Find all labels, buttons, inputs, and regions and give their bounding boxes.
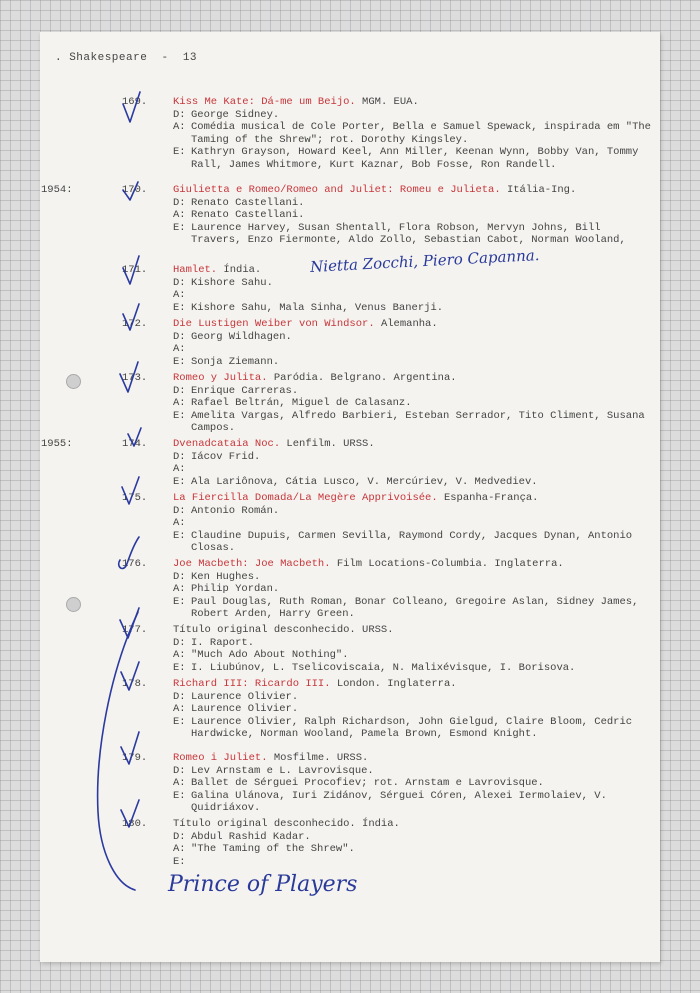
checkmark-179: [121, 732, 139, 764]
credit-label: E:: [173, 355, 186, 368]
entry-title-rest: Itália-Ing.: [500, 184, 577, 196]
credit-text: Laurence Olivier.: [191, 703, 299, 716]
credit-text: Galina Ulánova, Iuri Zidánov, Sérguei Córen, Alexei Iermolaiev, V. Quidriáxov.: [191, 789, 607, 815]
entry-title-red: Romeo i Juliet.: [173, 752, 268, 764]
entry-number: 171.: [122, 264, 148, 276]
checkmark-176: [119, 537, 139, 568]
entry-title-rest: Lenfilm. URSS.: [280, 438, 375, 450]
handwritten-note-cast: Nietta Zocchi, Piero Capanna.: [309, 246, 540, 276]
credit-label: D:: [173, 690, 186, 703]
credit-label: A:: [173, 583, 186, 596]
credit-text: I. Raport.: [191, 636, 255, 649]
credit-label: A:: [173, 209, 186, 222]
credit-text: Antonio Román.: [191, 504, 280, 517]
entry-number: 180.: [122, 818, 148, 830]
bracket-line: [98, 612, 138, 890]
entry-title-red: Die Lustigen Weiber von Windsor.: [173, 318, 375, 330]
credit-label: D:: [173, 108, 186, 121]
credit-label: D:: [173, 830, 186, 843]
entry-title-red: La Fiercilla Domada/La Megère Apprivoisée.: [173, 492, 438, 504]
entry-number: 177.: [122, 624, 148, 636]
entry-title-red: Romeo y Julita.: [173, 372, 268, 384]
credit-label: A:: [173, 777, 186, 790]
entry-number: 179.: [122, 752, 148, 764]
credit-text: Abdul Rashid Kadar.: [191, 830, 311, 843]
credit-label: E:: [173, 661, 186, 674]
credit-label: E:: [173, 595, 186, 608]
credit-label: D:: [173, 570, 186, 583]
credit-label: E:: [173, 221, 186, 234]
entry-number: 176.: [122, 558, 148, 570]
entry-number: 173.: [122, 372, 148, 384]
credit-label: D:: [173, 636, 186, 649]
credit-text: Lev Arnstam e L. Lavrovisque.: [191, 764, 374, 777]
entry-title-red: Hamlet.: [173, 264, 218, 276]
entry-title-rest: MGM. EUA.: [355, 96, 419, 108]
credit-text: Kathryn Grayson, Howard Keel, Ann Miller, Keenan Wynn, Bobby Van, Tommy Rall, James Whitmore, Kurt Kaznar, Bob Fosse, Ron Randell.: [191, 146, 639, 171]
credit-text: Laurence Harvey, Susan Shentall, Flora Robson, Mervyn Johns, Bill Travers, Enzo Fiermonte, Aldo Zollo, Sebastian Cabot, Norman Wooland,: [191, 221, 626, 247]
checkmark-173: [120, 362, 138, 392]
credit-label: E:: [173, 409, 186, 422]
credit-text: Renato Castellani.: [191, 209, 305, 222]
entry-title-red: Kiss Me Kate: Dá-me um Beijo.: [173, 96, 356, 108]
handwritten-note-title: Prince of Players: [168, 872, 358, 897]
credit-label: A:: [173, 517, 186, 530]
credit-text: George Sidney.: [191, 108, 280, 121]
credit-text: "Much Ado About Nothing".: [191, 649, 349, 662]
credit-label: A:: [173, 703, 186, 716]
document-page: [40, 32, 660, 962]
entry-number: 174.: [122, 438, 148, 450]
credit-label: E:: [173, 146, 186, 159]
entry-title-rest: Alemanha.: [374, 318, 438, 330]
page-header: . Shakespeare - 13: [55, 52, 198, 64]
credit-label: A:: [173, 343, 186, 356]
ink-checkmarks: [40, 32, 660, 962]
credit-text: Enrique Carreras.: [191, 384, 299, 397]
entry-number: 178.: [122, 678, 148, 690]
credit-label: E:: [173, 475, 186, 488]
entry-title-red: Richard III: Ricardo III.: [173, 678, 331, 690]
credit-label: A:: [173, 289, 186, 302]
credit-label: E:: [173, 855, 186, 868]
credit-label: A:: [173, 397, 186, 410]
checkmark-175: [122, 477, 139, 504]
entry-title-red: Dvenadcataia Noc.: [173, 438, 281, 450]
credit-text: Comédia musical de Cole Porter, Bella e Samuel Spewack, inspirada em "The Taming of the Shrew"; rot. Dorothy Kingsley.: [191, 121, 651, 146]
credit-text: Sonja Ziemann.: [191, 355, 280, 368]
credit-text: "The Taming of the Shrew".: [191, 843, 355, 856]
entry-year: 1955:: [41, 438, 73, 450]
credit-label: E:: [173, 529, 186, 542]
checkmark-171: [123, 256, 139, 284]
entry-title-rest: Título original desconhecido. Índia.: [173, 818, 400, 830]
entry-number: 172.: [122, 318, 148, 330]
entry-title-red: Giulietta e Romeo/Romeo and Juliet: Romeu e Julieta.: [173, 184, 501, 196]
entry-title-rest: Título original desconhecido. URSS.: [173, 624, 394, 636]
credit-text: Georg Wildhagen.: [191, 330, 292, 343]
entry-title-red: Joe Macbeth: Joe Macbeth.: [173, 558, 331, 570]
checkmark-180: [121, 800, 139, 827]
credit-text: Kishore Sahu.: [191, 276, 273, 289]
credit-label: D:: [173, 196, 186, 209]
checkmark-178: [121, 662, 139, 690]
entry-number: 170.: [122, 184, 148, 196]
entry-number: 169.: [122, 96, 148, 108]
credit-text: Philip Yordan.: [191, 583, 280, 596]
credit-text: Ken Hughes.: [191, 570, 261, 583]
checkmark-174: [128, 428, 141, 446]
entry-title-rest: Paródia. Belgrano. Argentina.: [267, 372, 457, 384]
credit-label: E:: [173, 715, 186, 728]
credit-label: D:: [173, 504, 186, 517]
credit-label: D:: [173, 764, 186, 777]
credit-text: I. Liubúnov, L. Tselicoviscaia, N. Malixévisque, I. Borisova.: [191, 661, 576, 674]
credit-text: Renato Castellani.: [191, 196, 305, 209]
credit-label: A:: [173, 121, 186, 134]
credit-label: A:: [173, 463, 186, 476]
entry-number: 175.: [122, 492, 148, 504]
credit-text: Kishore Sahu, Mala Sinha, Venus Banerji.: [191, 301, 444, 314]
credit-label: D:: [173, 330, 186, 343]
credit-text: Rafael Beltrán, Miguel de Calasanz.: [191, 397, 412, 410]
credit-text: Amelita Vargas, Alfredo Barbieri, Esteban Serrador, Tito Climent, Susana Campos.: [191, 409, 645, 435]
credit-label: E:: [173, 301, 186, 314]
credit-label: D:: [173, 384, 186, 397]
credit-label: A:: [173, 843, 186, 856]
credit-text: Claudine Dupuis, Carmen Sevilla, Raymond Cordy, Jacques Dynan, Antonio Closas.: [191, 529, 633, 555]
credit-text: Paul Douglas, Ruth Roman, Bonar Colleano, Gregoire Aslan, Sidney James, Robert Arden, Harry Green.: [191, 595, 639, 621]
entry-title-rest: Mosfilme. URSS.: [267, 752, 369, 764]
checkmark-170: [123, 182, 138, 200]
credit-text: Ballet de Sérguei Procofiev; rot. Arnstam e Lavrovisque.: [191, 777, 544, 790]
entry-year: 1954:: [41, 184, 73, 196]
credit-label: D:: [173, 450, 186, 463]
entry-title-rest: Espanha-França.: [437, 492, 539, 504]
entry-title-rest: Film Locations-Columbia. Inglaterra.: [330, 558, 564, 570]
credit-text: Laurence Olivier, Ralph Richardson, John Gielgud, Claire Bloom, Cedric Hardwicke, Norman Wooland, Pamela Brown, Esmond Knight.: [191, 715, 633, 741]
credit-text: Ala Lariônova, Cátia Lusco, V. Mercúriev, V. Medvediev.: [191, 475, 538, 488]
entry-title-rest: Índia.: [217, 264, 262, 276]
credit-label: A:: [173, 649, 186, 662]
entry-title-rest: London. Inglaterra.: [330, 678, 457, 690]
credit-label: E:: [173, 789, 186, 802]
credit-text: Laurence Olivier.: [191, 690, 299, 703]
checkmark-169: [123, 92, 140, 122]
checkmark-172: [123, 304, 139, 330]
credit-label: D:: [173, 276, 186, 289]
credit-text: Iácov Frid.: [191, 450, 261, 463]
